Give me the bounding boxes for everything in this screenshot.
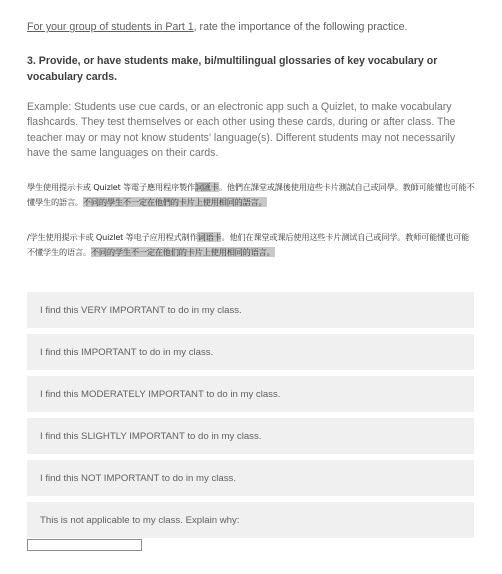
instruction-text	[27, 19, 487, 35]
option-moderately-important[interactable]	[27, 376, 474, 412]
simp-text-2: 。他们在课堂或课后使用这些卡片测试自己或同学。教师可能懂也可能不懂学生的语言。	[27, 232, 470, 257]
simp-text-1: /学生使用提示卡或 Quizlet 等电子应用程式制作	[27, 232, 198, 242]
option-very-important[interactable]	[27, 292, 474, 328]
explain-why-input[interactable]	[27, 539, 142, 551]
option-label: I find this SLIGHTLY IMPORTANT to do in my class.	[40, 430, 262, 442]
instruction-rest: , rate the importance of the following practice.	[193, 21, 408, 33]
trad-highlight-1: 詞匯卡	[194, 182, 219, 192]
simp-highlight-1: 词语卡	[197, 232, 222, 242]
simp-highlight-2: 不同的学生不一定在他们的卡片上使用相同的语言。	[90, 247, 275, 257]
option-label: I find this IMPORTANT to do in my class.	[40, 346, 214, 358]
option-label: I find this NOT IMPORTANT to do in my class.	[40, 472, 237, 484]
option-slightly-important[interactable]	[27, 418, 474, 454]
question-title: 3. Provide, or have students make, bi/multilingual glossaries of key vocabulary or vocabulary cards.	[27, 55, 438, 83]
option-label: This is not applicable to my class. Explain why:	[40, 514, 240, 526]
trad-text-2: 。他們在課堂或課後使用這些卡片測試自己或同學。教師可能懂也可能不懂學生的語言。	[27, 182, 475, 207]
option-not-important[interactable]	[27, 460, 474, 496]
option-not-applicable[interactable]	[27, 502, 474, 538]
option-label: I find this VERY IMPORTANT to do in my class.	[40, 304, 242, 316]
simplified-chinese-translation	[27, 230, 477, 260]
trad-text-1: 學生使用提示卡或 Quizlet 等電子應用程序製作	[27, 182, 195, 192]
trad-highlight-2: 不同的學生不一定在他們的卡片上使用相同的語言。	[82, 197, 267, 207]
traditional-chinese-translation	[27, 180, 477, 210]
option-label: I find this MODERATELY IMPORTANT to do in my class.	[40, 388, 281, 400]
part1-reference: For your group of students in Part 1	[27, 21, 194, 33]
example-paragraph: Example: Students use cue cards, or an electronic app such a Quizlet, to make vocabulary flashcards. They test themselves or each other using these cards, during or after class. The teacher may or may not know students' language(s). Different students may not necessarily have the same languages on their cards.	[27, 101, 456, 160]
option-important[interactable]	[27, 334, 474, 370]
